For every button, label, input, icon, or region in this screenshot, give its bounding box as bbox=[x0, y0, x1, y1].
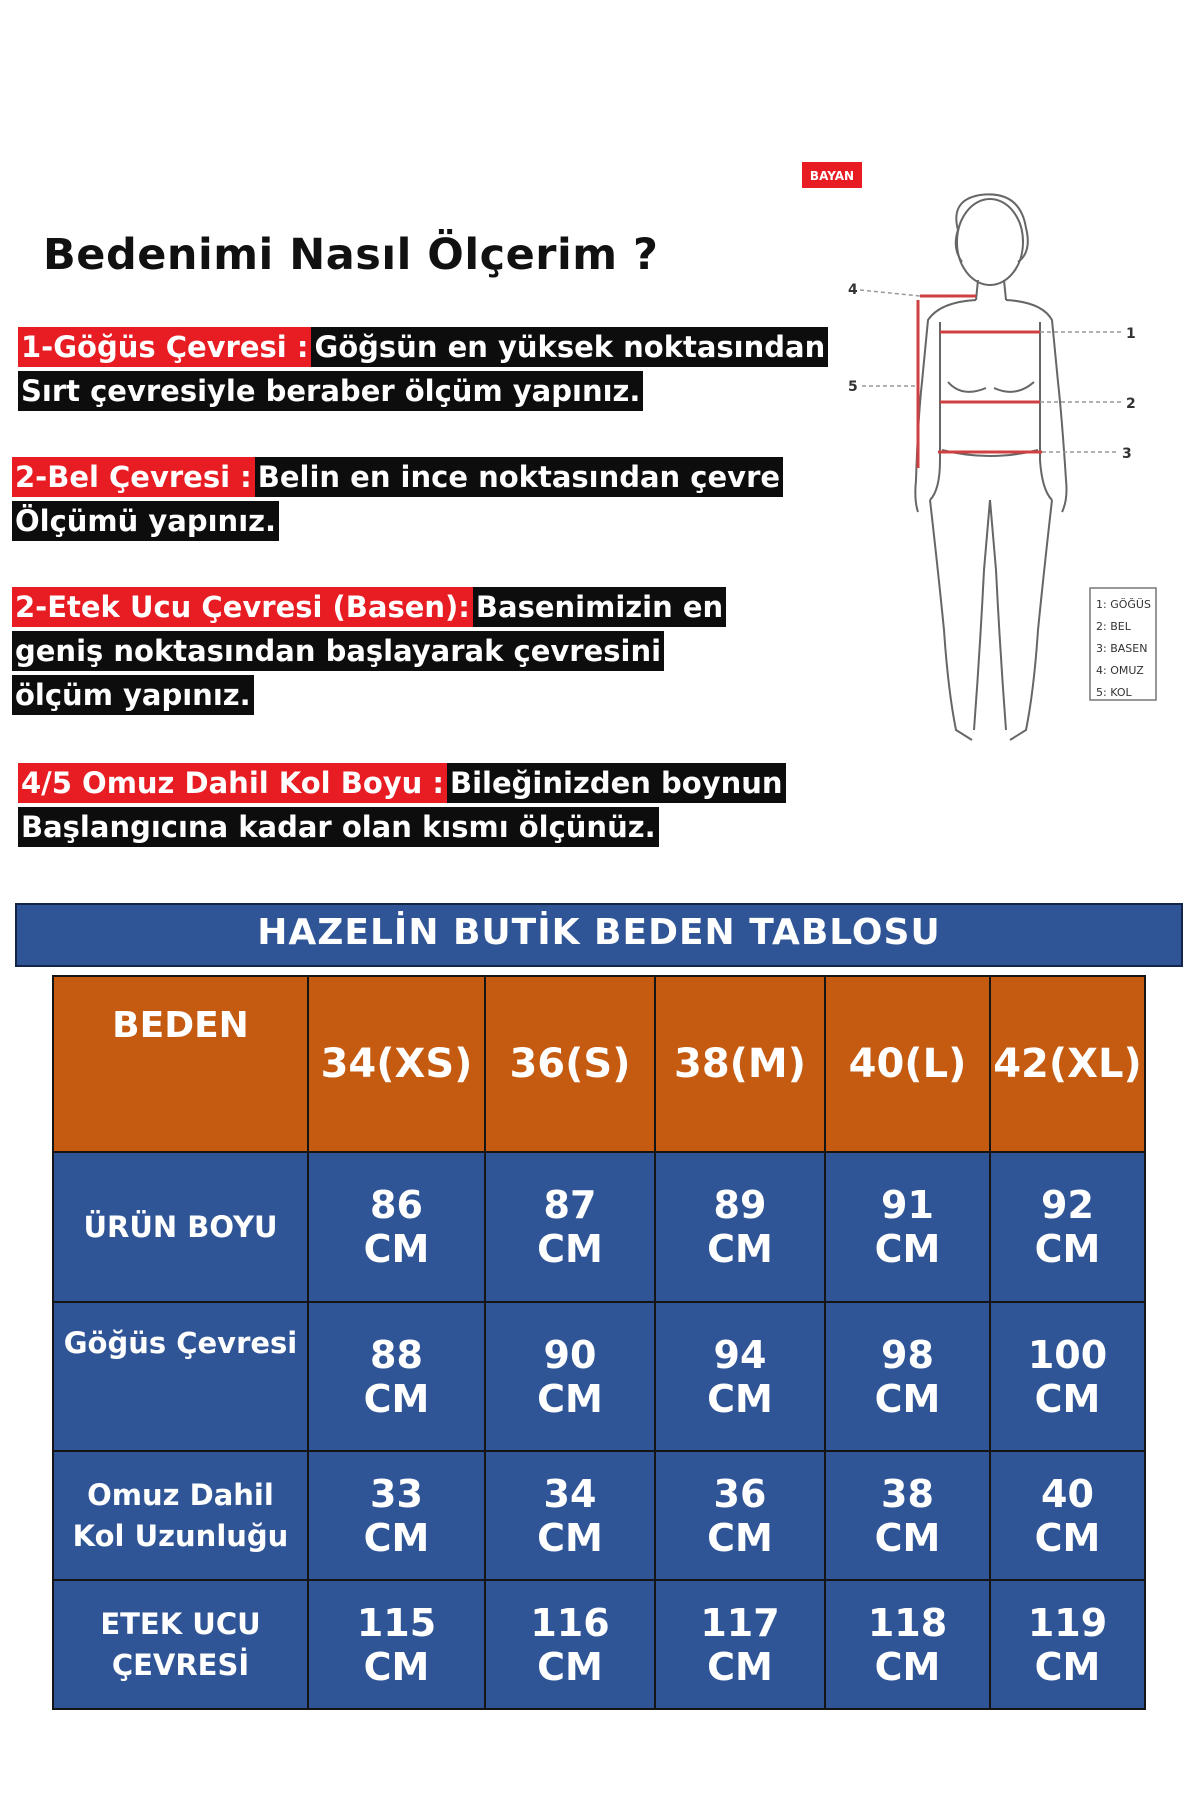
legend-item: 4: OMUZ bbox=[1096, 664, 1144, 677]
size-table bbox=[52, 975, 1146, 1710]
instruction-text: ölçüm yapınız. bbox=[12, 675, 254, 715]
marker-1: 1 bbox=[1126, 326, 1136, 342]
table-header-cell: 42(XL) bbox=[990, 976, 1145, 1152]
instruction-label: 2-Etek Ucu Çevresi (Basen): bbox=[12, 587, 473, 627]
marker-2: 2 bbox=[1126, 396, 1136, 412]
table-cell: 36 CM bbox=[655, 1451, 825, 1580]
table-cell: 90 CM bbox=[485, 1302, 655, 1451]
instruction-hip bbox=[12, 587, 726, 719]
marker-4: 4 bbox=[848, 282, 858, 298]
table-cell: 87 CM bbox=[485, 1152, 655, 1302]
instruction-text: Ölçümü yapınız. bbox=[12, 501, 279, 541]
body-outline bbox=[915, 194, 1066, 740]
table-cell: 34 CM bbox=[485, 1451, 655, 1580]
row-label: ETEK UCU ÇEVRESİ bbox=[53, 1580, 308, 1709]
guide-lines bbox=[860, 290, 1122, 452]
instruction-text: Başlangıcına kadar olan kısmı ölçünüz. bbox=[18, 807, 659, 847]
guide-title: Bedenimi Nasıl Ölçerim ? bbox=[43, 230, 659, 280]
instruction-text: Göğsün en yüksek noktasından bbox=[311, 327, 828, 367]
table-cell: 38 CM bbox=[825, 1451, 990, 1580]
table-row bbox=[53, 1302, 1145, 1451]
table-cell: 100 CM bbox=[990, 1302, 1145, 1451]
measure-lines bbox=[918, 296, 1042, 468]
legend-item: 5: KOL bbox=[1096, 686, 1132, 699]
table-row bbox=[53, 1451, 1145, 1580]
body-measurement-figure bbox=[790, 150, 1180, 770]
instruction-text: Bileğinizden boynun bbox=[447, 763, 786, 803]
table-cell: 94 CM bbox=[655, 1302, 825, 1451]
table-cell: 117 CM bbox=[655, 1580, 825, 1709]
instruction-text: Basenimizin en bbox=[473, 587, 726, 627]
table-cell: 116 CM bbox=[485, 1580, 655, 1709]
table-cell: 115 CM bbox=[308, 1580, 485, 1709]
table-header-cell: 36(S) bbox=[485, 976, 655, 1152]
marker-3: 3 bbox=[1122, 446, 1132, 462]
size-table-title: HAZELİN BUTİK BEDEN TABLOSU bbox=[15, 903, 1183, 967]
table-cell: 119 CM bbox=[990, 1580, 1145, 1709]
table-cell: 91 CM bbox=[825, 1152, 990, 1302]
row-label: Omuz Dahil Kol Uzunluğu bbox=[53, 1451, 308, 1580]
table-cell: 118 CM bbox=[825, 1580, 990, 1709]
table-row bbox=[53, 1152, 1145, 1302]
badge-text: BAYAN bbox=[809, 169, 855, 183]
instruction-text: geniş noktasından başlayarak çevresini bbox=[12, 631, 664, 671]
marker-5: 5 bbox=[848, 379, 858, 395]
instruction-chest bbox=[18, 327, 828, 415]
legend-item: 1: GÖĞÜS bbox=[1096, 598, 1151, 611]
table-cell: 40 CM bbox=[990, 1451, 1145, 1580]
table-cell: 86 CM bbox=[308, 1152, 485, 1302]
instruction-text: Belin en ince noktasından çevre bbox=[255, 457, 783, 497]
instruction-label: 2-Bel Çevresi : bbox=[12, 457, 255, 497]
instruction-label: 4/5 Omuz Dahil Kol Boyu : bbox=[18, 763, 447, 803]
instruction-text: Sırt çevresiyle beraber ölçüm yapınız. bbox=[18, 371, 643, 411]
table-header-cell: 34(XS) bbox=[308, 976, 485, 1152]
table-header-cell: BEDEN bbox=[53, 976, 308, 1152]
instruction-arm-length bbox=[18, 763, 786, 851]
instruction-label: 1-Göğüs Çevresi : bbox=[18, 327, 311, 367]
table-row bbox=[53, 1580, 1145, 1709]
table-header-cell: 40(L) bbox=[825, 976, 990, 1152]
table-cell: 92 CM bbox=[990, 1152, 1145, 1302]
legend-item: 3: BASEN bbox=[1096, 642, 1148, 655]
instruction-waist bbox=[12, 457, 783, 545]
table-header-cell: 38(M) bbox=[655, 976, 825, 1152]
table-cell: 98 CM bbox=[825, 1302, 990, 1451]
table-header-row bbox=[53, 976, 1145, 1152]
measure-markers bbox=[848, 282, 1136, 462]
table-cell: 33 CM bbox=[308, 1451, 485, 1580]
table-cell: 88 CM bbox=[308, 1302, 485, 1451]
legend-item: 2: BEL bbox=[1096, 620, 1131, 633]
table-cell: 89 CM bbox=[655, 1152, 825, 1302]
row-label: ÜRÜN BOYU bbox=[53, 1152, 308, 1302]
row-label: Göğüs Çevresi bbox=[53, 1302, 308, 1451]
